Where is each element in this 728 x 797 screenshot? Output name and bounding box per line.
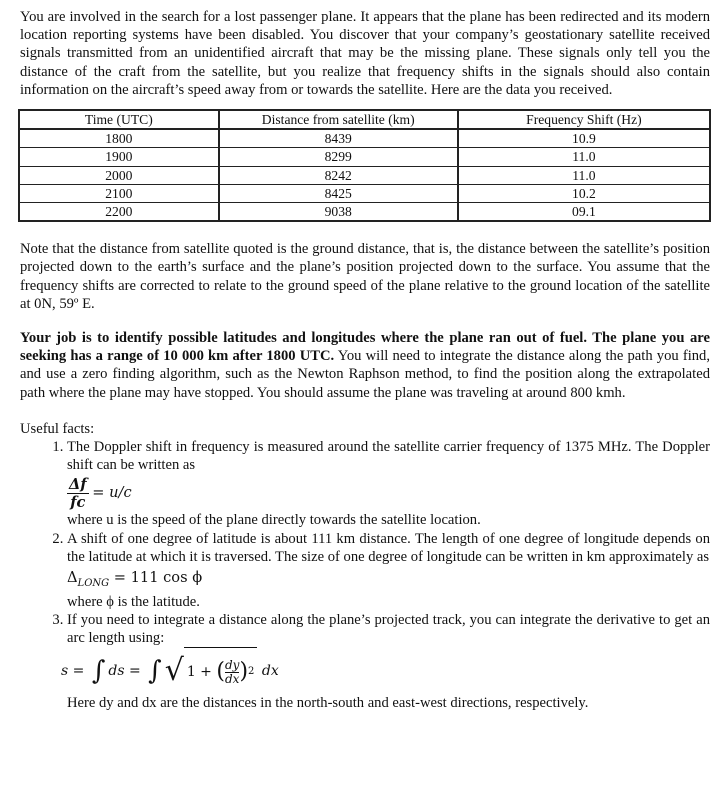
table-cell: 8425 bbox=[219, 184, 458, 202]
fact3-after: Here dy and dx are the distances in the north-south and east-west directions, respectively. bbox=[67, 694, 589, 711]
table-row bbox=[19, 203, 710, 222]
longitude-equation bbox=[67, 568, 710, 593]
doppler-denominator: fc bbox=[70, 494, 86, 512]
table-cell: 8439 bbox=[219, 129, 458, 148]
table-row bbox=[19, 184, 710, 202]
doppler-numerator: Δf bbox=[69, 476, 87, 494]
fact2-after: where ϕ is the latitude. bbox=[67, 593, 200, 610]
fact3-text: 3. If you need to integrate a distance along the plane’s projected track, you can integrate the derivative to get an arc length using: bbox=[67, 612, 710, 647]
table-header-time: Time (UTC) bbox=[19, 110, 219, 129]
table-cell: 2200 bbox=[19, 203, 219, 222]
doppler-equation bbox=[67, 476, 710, 511]
table-cell: 11.0 bbox=[458, 166, 710, 184]
fact1-after: where u is the speed of the plane directly towards the satellite location. bbox=[67, 512, 481, 529]
table-cell: 11.0 bbox=[458, 148, 710, 166]
note-paragraph: Note that the distance from satellite quoted is the ground distance, that is, the distance between the satellite’s position projected down to the earth’s surface and the plane’s position projected down to the surface. You assume that the frequency shifts are corrected to relate to the ground speed of the plane relative to the ground location of the satellite at 0N, 59º E. bbox=[20, 241, 710, 312]
table-cell: 10.2 bbox=[458, 184, 710, 202]
table-cell: 1900 bbox=[19, 148, 219, 166]
table-header-frequency: Frequency Shift (Hz) bbox=[458, 110, 710, 129]
job-bold-text: Your job is to identify possible latitudes and longitudes where the plane ran out of fuel. The plane you are seeking has a range of 10 000 km after 1800 UTC. bbox=[20, 330, 710, 365]
table-cell: 8242 bbox=[219, 166, 458, 184]
data-table bbox=[18, 109, 711, 222]
table-cell: 10.9 bbox=[458, 129, 710, 148]
table-row bbox=[19, 148, 710, 166]
table-cell: 2000 bbox=[19, 166, 219, 184]
list-item bbox=[67, 530, 710, 612]
arc-length-equation: s = ∫ ds = ∫ √ 1 + ( $\frac{dy}{dx}$ ) 2 dx bbox=[61, 648, 710, 694]
facts-title: Useful facts: bbox=[20, 420, 95, 437]
table-cell: 9038 bbox=[219, 203, 458, 222]
list-item bbox=[61, 611, 710, 712]
job-rest-text: You will need to integrate the distance along the path you find, and use a zero finding algorithm, such as the Newton Raphson method, to find the position along the extrapolated path where the plane may have stopped. You should assume the plane was traveling at around 800 kmh. bbox=[20, 348, 710, 401]
longitude-delta: Δ bbox=[67, 569, 78, 587]
fact2-text: 2. A shift of one degree of latitude is about 111 km distance. The length of one degree of longitude depends on the latitude at which it is traversed. The size of one degree of longitude can be written in km approximately as bbox=[67, 530, 710, 565]
doppler-fraction bbox=[67, 476, 89, 511]
sqrt-expression: √ 1 + ( $\frac{dy}{dx}$ ) 2 bbox=[165, 647, 258, 694]
intro-paragraph: You are involved in the search for a lost passenger plane. It appears that the plane has been redirected and its modern location reporting systems have been disabled. You discover that your company’s geostationary satellite received signals transmitted from an unidentified aircraft that may be the missing plane. These signals only tell you the distance of the craft from the satellite, but you realize that frequency shifts in the signals should also contain information on the aircraft’s speed away from or towards the satellite. Here are the data you received. bbox=[20, 9, 710, 98]
fact1-text: 1. The Doppler shift in frequency is measured around the satellite carrier frequency of 1375 MHz. The Doppler shift can be written as bbox=[67, 439, 710, 474]
table-header-distance: Distance from satellite (km) bbox=[219, 110, 458, 129]
job-paragraph bbox=[20, 329, 710, 402]
longitude-sub: LONG bbox=[77, 577, 110, 589]
table-cell: 8299 bbox=[219, 148, 458, 166]
facts-list bbox=[20, 438, 710, 712]
table-row bbox=[19, 129, 710, 148]
doppler-rhs: = u/c bbox=[92, 484, 132, 502]
table-cell: 1800 bbox=[19, 129, 219, 148]
table-header-row bbox=[19, 110, 710, 129]
list-item bbox=[67, 438, 710, 530]
table-cell: 2100 bbox=[19, 184, 219, 202]
table-row bbox=[19, 166, 710, 184]
document-page bbox=[20, 8, 710, 712]
longitude-rhs: = 111 cos ϕ bbox=[109, 569, 203, 587]
table-cell: 09.1 bbox=[458, 203, 710, 222]
